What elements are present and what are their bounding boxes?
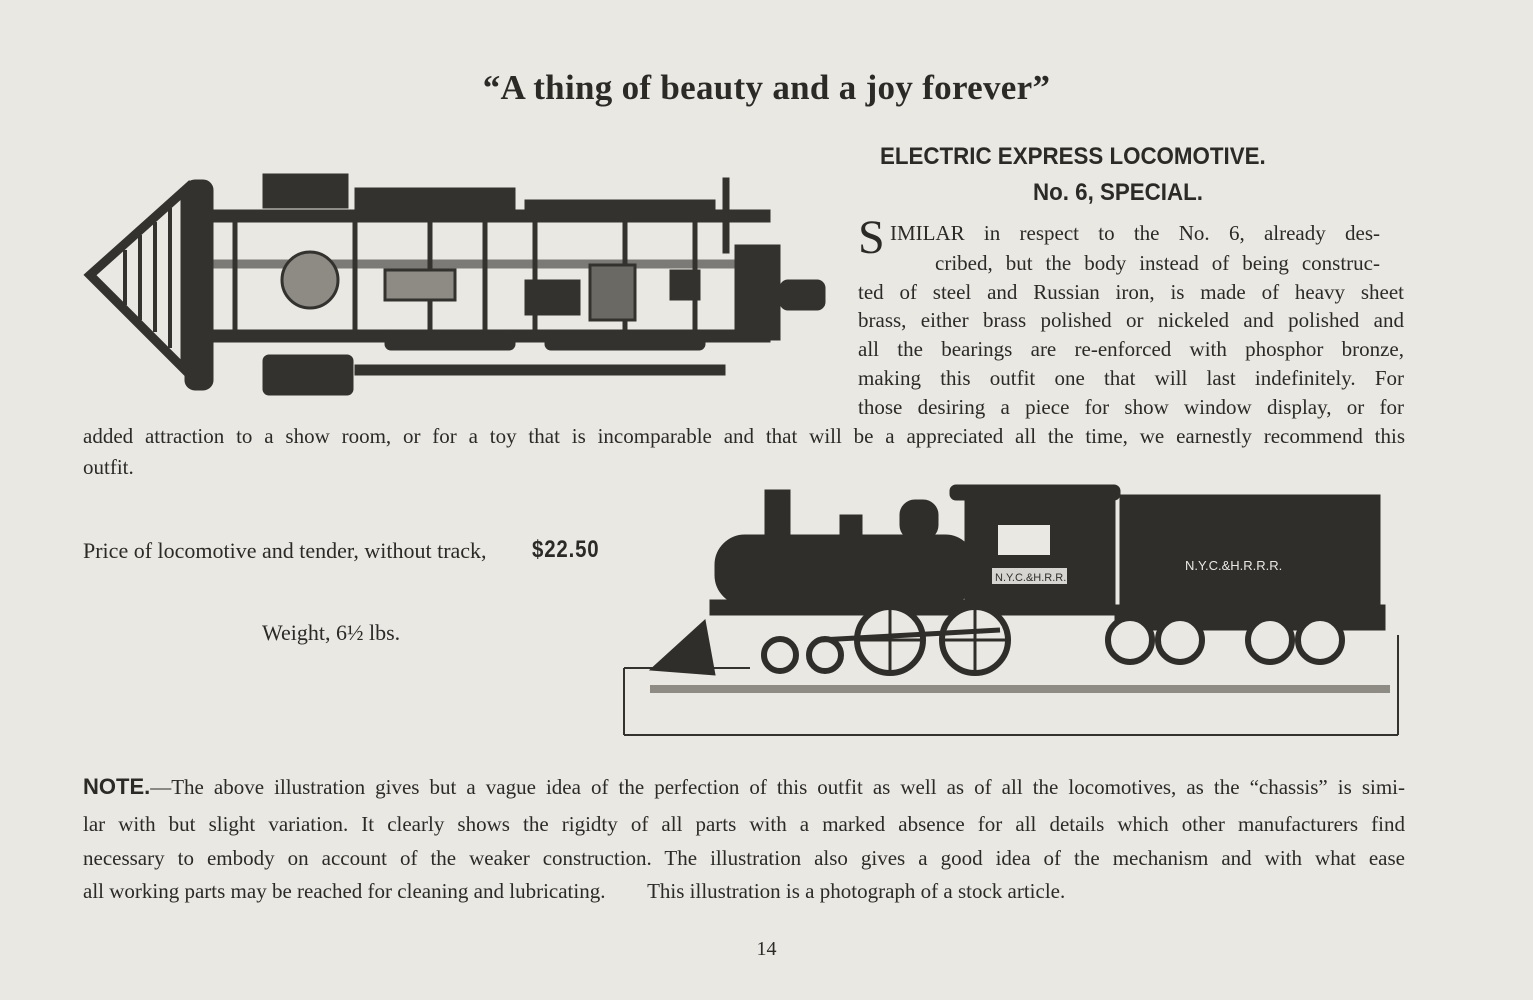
product-model: No. 6, SPECIAL.: [1033, 179, 1203, 206]
description-line: ted of steel and Russian iron, is made of heavy sheet: [858, 280, 1404, 304]
drop-cap: S: [858, 211, 885, 264]
note-line: all working parts may be reached for cleaning and lubricating. This illustration is a photograph of a stock article.: [83, 879, 1066, 903]
description-line: those desiring a piece for show window display, or for: [858, 395, 1404, 419]
weight-label: Weight, 6½ lbs.: [262, 620, 401, 645]
page-number: 14: [756, 938, 777, 960]
note-line: necessary to embody on account of the weaker construction. The illustration also gives a good idea of the mechanism and with what ease: [83, 846, 1405, 870]
page-heading: “A thing of beauty and a joy forever”: [482, 68, 1051, 107]
description-line: brass, either brass polished or nickeled and polished and: [858, 308, 1404, 332]
note-line: lar with but slight variation. It clearly shows the rigidty of all parts with a marked absence for all details which other manufacturers find: [83, 812, 1405, 836]
product-title: ELECTRIC EXPRESS LOCOMOTIVE.: [880, 143, 1266, 170]
description-line: IMILAR in respect to the No. 6, already des-: [890, 221, 1380, 245]
description-line: all the bearings are re-enforced with phosphor bronze,: [858, 337, 1404, 361]
description-line: added attraction to a show room, or for a toy that is incomparable and that will be a appreciated all the time, we earnestly recommend this: [83, 424, 1405, 448]
note-label: NOTE.: [83, 774, 151, 799]
note-text: —The above illustration gives but a vague idea of the perfection of this outfit as well as of all the locomotives, as the “chassis” is simi-: [150, 775, 1405, 799]
locomotive-illustration: [620, 480, 1410, 740]
engine-lettering: N.Y.C.&H.R.R.: [995, 572, 1067, 584]
tender-lettering: N.Y.C.&H.R.R.R.: [1185, 558, 1283, 573]
description-line: cribed, but the body instead of being construc-: [935, 251, 1380, 275]
price-label: Price of locomotive and tender, without track,: [83, 538, 487, 563]
note-line: [83, 774, 1405, 800]
chassis-illustration: [85, 170, 845, 405]
description-line: making this outfit one that will last indefinitely. For: [858, 366, 1404, 390]
description-line: outfit.: [83, 455, 134, 479]
price-value: $22.50: [532, 536, 600, 563]
